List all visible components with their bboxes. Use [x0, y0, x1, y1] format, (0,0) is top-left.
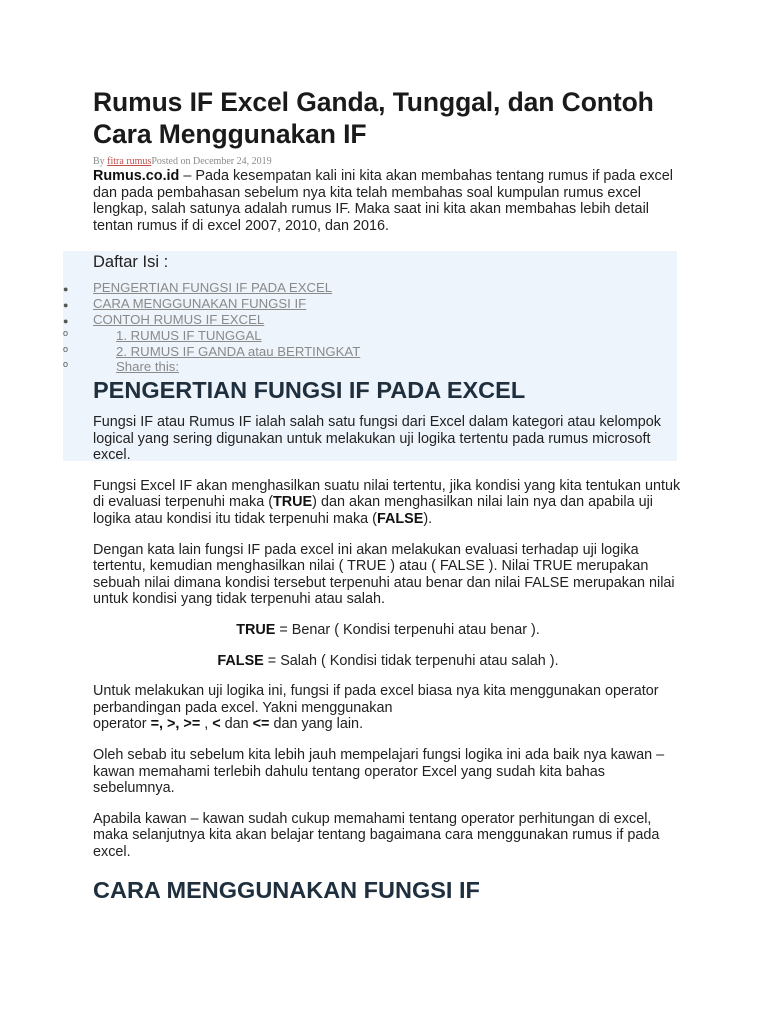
toc-subbullet: o	[63, 344, 69, 354]
section-heading-cara: CARA MENGGUNAKAN FUNGSI IF	[93, 877, 480, 904]
p2-text-b: ) dan akan menghasilkan nilai lain nya dan apabila uji logika atau kondisi itu tidak terpenuhi maka (	[93, 494, 653, 527]
p4-text-e: dan yang lain.	[269, 716, 364, 733]
toc-bullet: ●	[63, 300, 69, 310]
section-pengertian	[93, 376, 683, 904]
toc-subbullet: o	[63, 328, 69, 338]
toc-item-cara[interactable]: CARA MENGGUNAKAN FUNGSI IF	[93, 296, 307, 311]
false-label: FALSE	[217, 652, 264, 669]
p2-true: TRUE	[272, 494, 313, 511]
p4-ops-3: <=	[252, 716, 270, 733]
pengertian-paragraph-6: Apabila kawan – kawan sudah cukup memahami tentang operator perhitungan di excel, maka selanjutnya kita akan belajar tentang bagaimana cara menggunakan rumus if pada excel.	[93, 810, 660, 860]
false-text: = Salah ( Kondisi tidak terpenuhi atau salah ).	[263, 652, 559, 669]
intro-paragraph	[93, 168, 683, 234]
true-text: = Benar ( Kondisi terpenuhi atau benar ).	[275, 621, 540, 638]
author-link[interactable]: fitra rumus	[107, 156, 152, 167]
p4-text-a: Untuk melakukan uji logika ini, fungsi if pada excel biasa nya kita menggunakan operator perbandingan pada excel. Yakni menggunakan	[93, 683, 659, 716]
toc-item-ganda[interactable]: 2. RUMUS IF GANDA atau BERTINGKAT	[116, 344, 361, 359]
p4-text-c: ,	[200, 716, 213, 733]
pengertian-paragraph-5: Oleh sebab itu sebelum kita lebih jauh mempelajari fungsi logika ini ada baik nya kawan – kawan memahami terlebih dahulu tentang operator Excel yang sudah kita bahas sebelumnya.	[93, 746, 665, 797]
pengertian-paragraph-2	[93, 478, 683, 528]
toc-title: Daftar Isi :	[93, 253, 169, 271]
p2-text-c: ).	[423, 510, 433, 527]
p2-text-a: Fungsi Excel IF akan menghasilkan suatu nilai tertentu, jika kondisi yang kita tentukan untuk di evaluasi terpenuhi maka (	[93, 477, 681, 511]
pengertian-paragraph-3: Dengan kata lain fungsi IF pada excel ini akan melakukan evaluasi terhadap uji logika tertentu, kemudian menghasilkan nilai ( TRUE ) atau ( FALSE ). Nilai TRUE merupakan sebuah nilai dimana kondisi tersebut terpenuhi atau benar dan nilai FALSE merupakan nilai untuk kondisi yang tidak terpenuhi atau salah.	[93, 541, 675, 608]
operator-paragraph	[93, 683, 683, 733]
true-definition	[93, 622, 683, 639]
false-definition	[93, 653, 683, 670]
meta-posted: Posted on December 24, 2019	[151, 156, 272, 167]
p4-ops-1: =, >, >=	[150, 716, 201, 733]
article-title: Rumus IF Excel Ganda, Tunggal, dan Contoh Cara Menggunakan IF	[93, 87, 654, 149]
toc-item-share[interactable]: Share this:	[116, 359, 180, 374]
toc-item-pengertian[interactable]: PENGERTIAN FUNGSI IF PADA EXCEL	[93, 280, 333, 295]
section-heading-pengertian: PENGERTIAN FUNGSI IF PADA EXCEL	[93, 377, 526, 403]
article	[63, 86, 683, 374]
meta-by: By	[93, 156, 108, 167]
p4-ops-2: <	[212, 716, 221, 733]
toc-bullet: ●	[63, 316, 69, 326]
p4-text-d: dan	[220, 716, 253, 733]
intro-text: – Pada kesempatan kali ini kita akan membahas tentang rumus if pada excel dan pada pembahasan sebelum nya kita telah membahas soal kumpulan rumus excel lengkap, salah satunya adalah rumus IF. Maka saat ini kita akan membahas lebih detail tentan rumus if di excel 2007, 2010, dan 2016.	[93, 168, 673, 234]
toc-item-contoh[interactable]: CONTOH RUMUS IF EXCEL	[93, 312, 265, 327]
p2-false: FALSE	[376, 510, 424, 527]
post-meta	[93, 156, 683, 168]
pengertian-paragraph-1: Fungsi IF atau Rumus IF ialah salah satu fungsi dari Excel dalam kategori atau kelompok logical yang sering digunakan untuk melakukan uji logika tertentu pada rumus microsoft excel.	[93, 414, 661, 464]
toc-subbullet: o	[63, 359, 69, 369]
intro-site: Rumus.co.id	[93, 168, 180, 184]
p4-text-b: operator	[93, 716, 151, 733]
true-label: TRUE	[236, 621, 276, 638]
toc-bullet: ●	[63, 284, 69, 294]
toc-item-tunggal[interactable]: 1. RUMUS IF TUNGGAL	[116, 328, 262, 343]
